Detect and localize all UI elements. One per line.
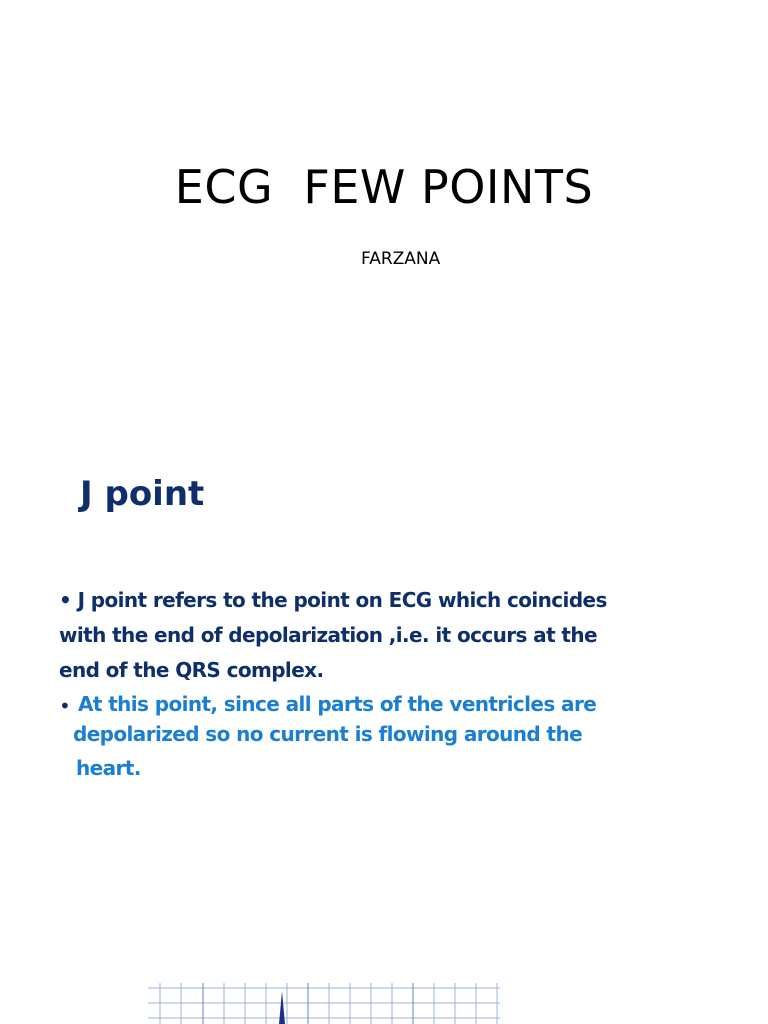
bullet-text-line: depolarized so no current is flowing around the [73, 722, 583, 746]
slide-title: ECG FEW POINTS [174, 160, 594, 214]
ecg-grid-illustration [148, 983, 500, 1024]
bullet-text-line: heart. [76, 756, 141, 780]
bullet-text-line: At this point, since all parts of the ventricles are [78, 692, 597, 716]
bullet-item-1 [59, 583, 619, 688]
section-heading: J point [80, 474, 205, 514]
bullet-item-2 [73, 689, 613, 783]
bullet-marker: • [59, 694, 71, 718]
ecg-grid-lines [148, 983, 500, 1024]
ecg-r-wave-spike [279, 991, 285, 1024]
bullet-text: J point refers to the point on ECG which coincides with the end of depolarization ,i.e. it occurs at the end of the QRS complex. [59, 588, 607, 682]
slide-author: FARZANA [361, 249, 441, 269]
bullet-marker: • [59, 588, 72, 612]
